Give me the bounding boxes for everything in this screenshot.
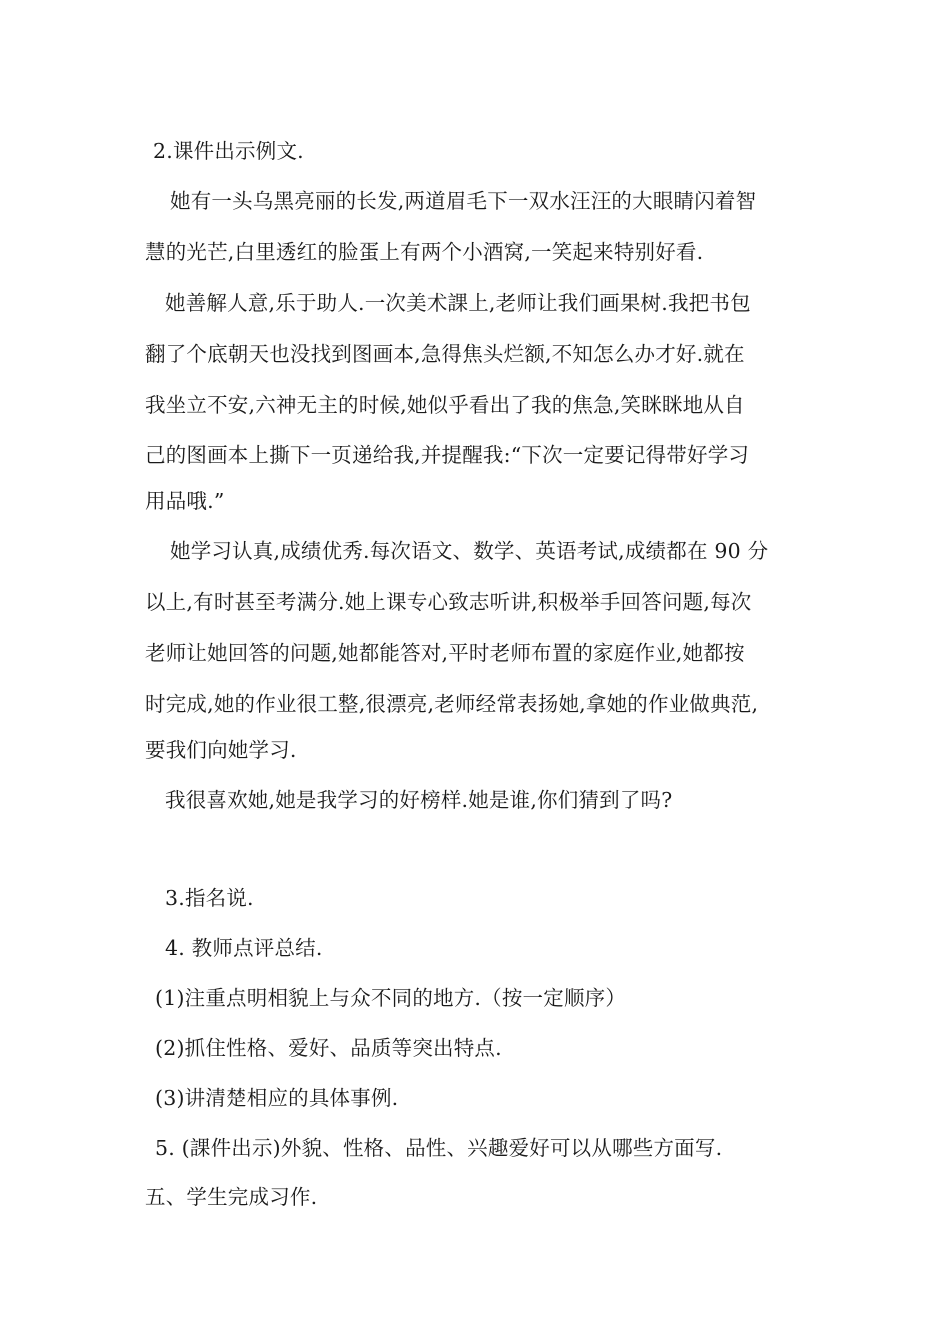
section-heading-5: 五、学生完成习作. (145, 1185, 318, 1209)
paragraph-line: 慧的光芒,白里透红的脸蛋上有两个小酒窝,一笑起来特别好看. (145, 240, 704, 264)
paragraph-line: 我很喜欢她,她是我学习的好榜样.她是谁,你们猜到了吗? (165, 788, 673, 812)
sub-item-3: (3)讲清楚相应的具体事例. (155, 1086, 399, 1110)
paragraph-line: 老师让她回答的问题,她都能答对,平时老师布置的家庭作业,她都按 (145, 641, 745, 665)
paragraph-line: 要我们向她学习. (145, 738, 297, 762)
paragraph-line: 她善解人意,乐于助人.一次美术課上,老师让我们画果树.我把书包 (165, 291, 751, 315)
sub-item-1: (1)注重点明相貌上与众不同的地方.（按一定顺序） (155, 986, 627, 1010)
section-item-4: 4. 教师点评总结. (165, 936, 323, 960)
paragraph-line: 翻了个底朝天也没找到图画本,急得焦头烂额,不知怎么办才好.就在 (145, 342, 745, 366)
paragraph-line: 她有一头乌黑亮丽的长发,两道眉毛下一双水汪汪的大眼睛闪着智 (170, 189, 757, 213)
section-item-3: 3.指名说. (165, 886, 254, 910)
paragraph-line: 用品哦.” (145, 489, 225, 513)
paragraph-line: 以上,有时甚至考满分.她上课专心致志听讲,积极举手回答问题,每次 (145, 590, 752, 614)
section-item-2: 2.课件出示例文. (153, 139, 304, 163)
paragraph-line: 我坐立不安,六神无主的时候,她似乎看出了我的焦急,笑眯眯地从自 (145, 393, 745, 417)
paragraph-line: 己的图画本上撕下一页递给我,并提醒我:“下次一定要记得带好学习 (145, 443, 750, 467)
sub-item-2: (2)抓住性格、爱好、品质等突出特点. (155, 1036, 502, 1060)
paragraph-line: 时完成,她的作业很工整,很漂亮,老师经常表扬她,拿她的作业做典范, (145, 692, 759, 716)
paragraph-line: 她学习认真,成绩优秀.每次语文、数学、英语考试,成绩都在 90 分 (170, 539, 769, 563)
section-item-5: 5. (課件出示)外貌、性格、品性、兴趣爱好可以从哪些方面写. (155, 1136, 723, 1160)
